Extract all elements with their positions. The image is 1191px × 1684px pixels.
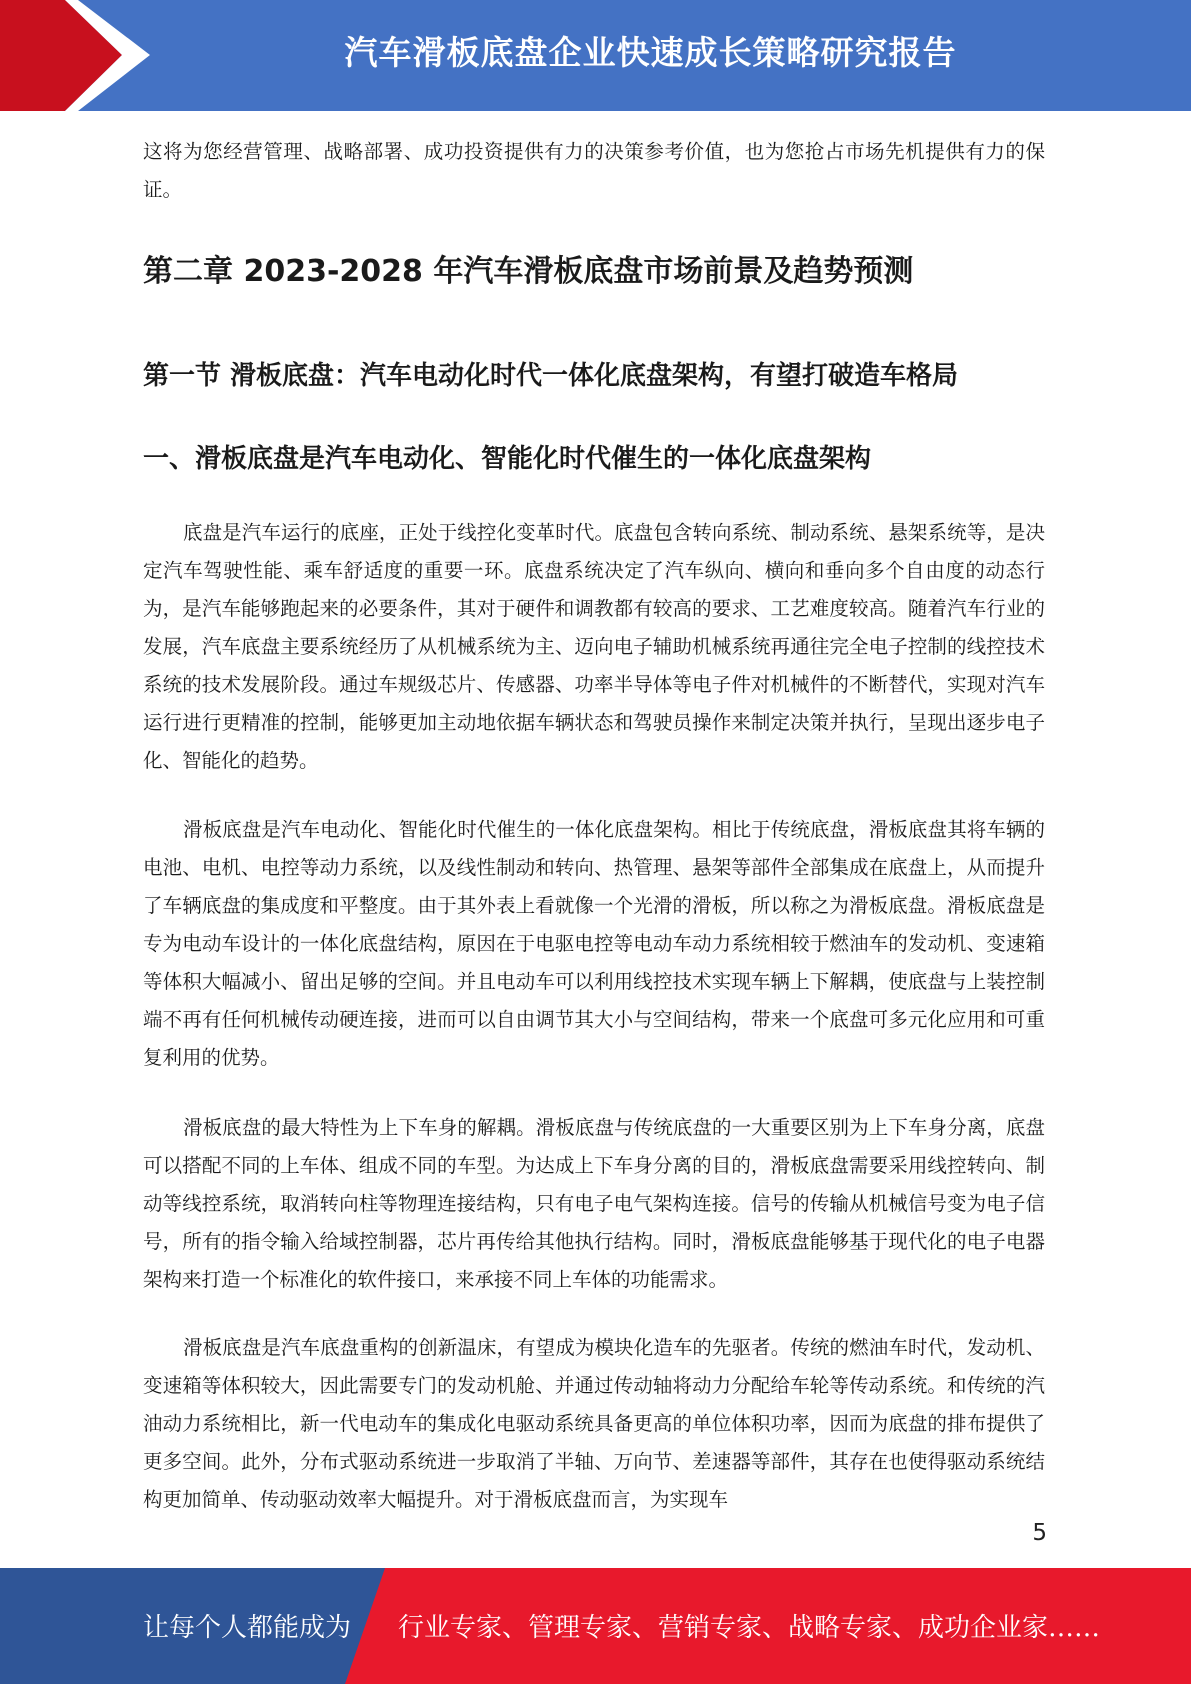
paragraph-1-block <box>143 514 1045 780</box>
chapter-title: 第二章 2023-2028 年汽车滑板底盘市场前景及趋势预测 <box>143 254 914 289</box>
body-paragraph: 滑板底盘是汽车底盘重构的创新温床，有望成为模块化造车的先驱者。传统的燃油车时代，发动机、变速箱等体积较大，因此需要专门的发动机舱、并通过传动轴将动力分配给车轮等传动系统。和传统的汽油动力系统相比，新一代电动车的集成化电驱动系统具备更高的单位体积功率，因而为底盘的排布提供了更多空间。此外，分布式驱动系统进一步取消了半轴、万向节、差速器等部件，其存在也使得驱动系统结构更加简单、传动驱动效率大幅提升。对于滑板底盘而言，为实现车 <box>143 1336 1045 1511</box>
footer-slogan-left: 让每个人都能成为 <box>143 1613 352 1643</box>
paragraph-2-block <box>143 811 1045 1077</box>
subsection-title: 一、滑板底盘是汽车电动化、智能化时代催生的一体化底盘架构 <box>143 444 872 474</box>
section-title: 第一节 滑板底盘：汽车电动化时代一体化底盘架构，有望打破造车格局 <box>143 361 959 391</box>
intro-paragraph-block <box>143 133 1045 209</box>
paragraph-3-block <box>143 1109 1045 1299</box>
header-title: 汽车滑板底盘企业快速成长策略研究报告 <box>344 33 957 72</box>
page-footer <box>0 1568 1191 1684</box>
intro-paragraph: 这将为您经营管理、战略部署、成功投资提供有力的决策参考价值，也为您抢占市场先机提供有力的保证。 <box>143 140 1045 201</box>
footer-slogan-right: 行业专家、管理专家、营销专家、战略专家、成功企业家…… <box>398 1613 1101 1643</box>
body-paragraph: 底盘是汽车运行的底座，正处于线控化变革时代。底盘包含转向系统、制动系统、悬架系统等，是决定汽车驾驶性能、乘车舒适度的重要一环。底盘系统决定了汽车纵向、横向和垂向多个自由度的动态行为，是汽车能够跑起来的必要条件，其对于硬件和调教都有较高的要求、工艺难度较高。随着汽车行业的发展，汽车底盘主要系统经历了从机械系统为主、迈向电子辅助机械系统再通往完全电子控制的线控技术系统的技术发展阶段。通过车规级芯片、传感器、功率半导体等电子件对机械件的不断替代，实现对汽车运行进行更精准的控制，能够更加主动地依据车辆状态和驾驶员操作来制定决策并执行，呈现出逐步电子化、智能化的趋势。 <box>143 521 1045 772</box>
body-paragraph: 滑板底盘的最大特性为上下车身的解耦。滑板底盘与传统底盘的一大重要区别为上下车身分离，底盘可以搭配不同的上车体、组成不同的车型。为达成上下车身分离的目的，滑板底盘需要采用线控转向、制动等线控系统，取消转向柱等物理连接结构，只有电子电气架构连接。信号的传输从机械信号变为电子信号，所有的指令输入给域控制器，芯片再传给其他执行结构。同时，滑板底盘能够基于现代化的电子电器架构来打造一个标准化的软件接口，来承接不同上车体的功能需求。 <box>143 1116 1045 1291</box>
body-paragraph: 滑板底盘是汽车电动化、智能化时代催生的一体化底盘架构。相比于传统底盘，滑板底盘其将车辆的电池、电机、电控等动力系统，以及线性制动和转向、热管理、悬架等部件全部集成在底盘上，从而提升了车辆底盘的集成度和平整度。由于其外表上看就像一个光滑的滑板，所以称之为滑板底盘。滑板底盘是专为电动车设计的一体化底盘结构，原因在于电驱电控等电动车动力系统相较于燃油车的发动机、变速箱等体积大幅减小、留出足够的空间。并且电动车可以利用线控技术实现车辆上下解耦，使底盘与上装控制端不再有任何机械传动硬连接，进而可以自由调节其大小与空间结构，带来一个底盘可多元化应用和可重复利用的优势。 <box>143 818 1045 1069</box>
page-header <box>0 0 1191 111</box>
paragraph-4-block <box>143 1329 1045 1519</box>
page-number: 5 <box>1032 1520 1047 1546</box>
